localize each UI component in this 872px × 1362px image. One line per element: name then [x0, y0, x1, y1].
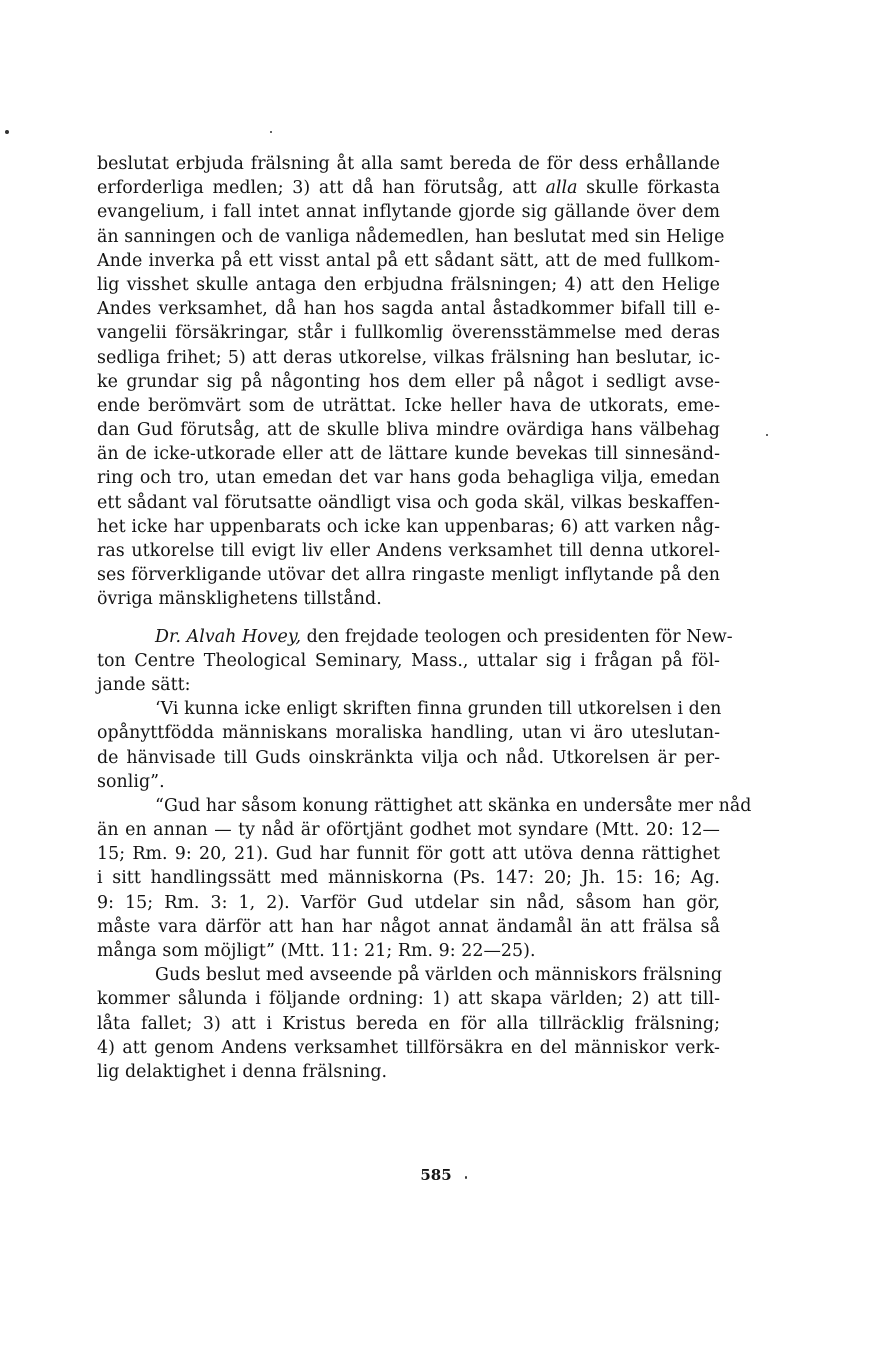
- text-line: Andes verksamhet, då han hos sagda antal åstadkommer bifall till e-: [97, 299, 720, 320]
- text-line: måste vara därför att han har något annat ändamål än att frälsa så: [97, 916, 720, 937]
- text-line: 15; Rm. 9: 20, 21). Gud har funnit för gott att utöva denna rättighet: [97, 844, 720, 865]
- text-line: många som möjligt” (Mtt. 11: 21; Rm. 9: 22—25).: [97, 941, 536, 961]
- text-line: vangelii försäkringar, står i fullkomlig överensstämmelse med deras: [97, 323, 720, 344]
- text-line: Ande inverka på ett visst antal på ett sådant sätt, att de med fullkom-: [97, 250, 720, 271]
- text-line: 4) att genom Andens verksamhet tillförsäkra en del människor verk-: [97, 1037, 720, 1058]
- text-line: dan Gud förutsåg, att de skulle bliva mindre ovärdiga hans välbehag: [97, 420, 720, 441]
- author-name: Dr. Alvah Hovey,: [155, 626, 302, 647]
- text-line: ‘Vi kunna icke enligt skriften finna grunden till utkorelsen i den: [155, 699, 722, 720]
- text-line: sedliga frihet; 5) att deras utkorelse, vilkas frälsning han beslutar, ic-: [97, 347, 720, 368]
- text-line: “Gud har såsom konung rättighet att skänka en undersåte mer nåd: [155, 795, 752, 816]
- text-line: övriga mänsklighetens tillstånd.: [97, 589, 382, 610]
- paragraph-quote-1: [97, 697, 720, 794]
- text-line: ton Centre Theological Seminary, Mass., uttalar sig i frågan på föl-: [97, 650, 720, 671]
- text-line: Guds beslut med avseende på världen och människors frälsning: [155, 965, 723, 986]
- scan-speck: [465, 1176, 467, 1179]
- text-line: ett sådant val förutsatte oändligt visa och goda skäl, vilkas beskaffen-: [97, 492, 720, 513]
- text-line: evangelium, i fall intet annat inflytande gjorde sig gällande över dem: [97, 202, 720, 223]
- text-line: kommer sålunda i följande ordning: 1) att skapa världen; 2) att till-: [97, 989, 720, 1010]
- paragraph-decree-list: [97, 152, 725, 612]
- text-line: ses förverkligande utövar det allra ringaste menligt inflytande på den: [97, 565, 720, 586]
- text-line: 9: 15; Rm. 3: 1, 2). Varför Gud utdelar sin nåd, såsom han gör,: [97, 892, 720, 913]
- page-body: [97, 152, 752, 1084]
- text-segment: den frejdade teologen och presidenten för New-: [301, 626, 733, 647]
- paragraph-hovey-intro: [97, 625, 733, 698]
- text-line: sonlig”.: [97, 771, 165, 792]
- text-line: het icke har uppenbarats och icke kan uppenbaras; 6) att varken någ-: [97, 516, 720, 537]
- text-line: ende berömvärt som de uträttat. Icke heller hava de utkorats, eme-: [97, 395, 720, 416]
- text-line: lig visshet skulle antaga den erbjudna frälsningen; 4) att den Helige: [97, 274, 720, 295]
- text-line: än de icke-utkorade eller att de lättare kunde bevekas till sinnesänd-: [97, 444, 720, 465]
- text-line: än en annan — ty nåd är oförtjänt godhet mot syndare (Mtt. 20: 12—: [97, 820, 720, 841]
- text-line: ring och tro, utan emedan det var hans goda behagliga vilja, emedan: [97, 468, 720, 489]
- paragraph-quote-2: [97, 794, 752, 963]
- text-segment: skulle förkasta: [577, 178, 721, 199]
- text-line: jande sätt:: [97, 674, 191, 695]
- text-segment: erforderliga medlen; 3) att då han förutsåg, att: [97, 178, 546, 199]
- page-number: 585: [420, 1166, 452, 1184]
- text-line: än sanningen och de vanliga nådemedlen, han beslutat med sin Helige: [97, 226, 725, 247]
- text-line: [97, 625, 733, 649]
- scan-speck: [766, 434, 768, 436]
- scan-speck: [270, 131, 272, 133]
- text-line: i sitt handlingssätt med människorna (Ps. 147: 20; Jh. 15: 16; Ag.: [97, 868, 720, 889]
- text-line: [97, 176, 720, 200]
- text-line: ke grundar sig på någonting hos dem eller på något i sedligt avse-: [97, 371, 720, 392]
- scan-speck: [5, 130, 9, 134]
- text-line: lig delaktighet i denna frälsning.: [97, 1061, 388, 1082]
- paragraph-decree-order: [97, 963, 723, 1084]
- emphasis-alla: alla: [545, 178, 578, 199]
- text-line: ras utkorelse till evigt liv eller Andens verksamhet till denna utkorel-: [97, 541, 720, 561]
- text-line: opånyttfödda människans moraliska handling, utan vi äro uteslutan-: [97, 723, 720, 744]
- text-line: de hänvisade till Guds oinskränkta vilja och nåd. Utkorelsen är per-: [97, 747, 720, 768]
- text-line: låta fallet; 3) att i Kristus bereda en för alla tillräcklig frälsning;: [97, 1013, 720, 1034]
- text-line: beslutat erbjuda frälsning åt alla samt bereda de för dess erhållande: [97, 154, 720, 174]
